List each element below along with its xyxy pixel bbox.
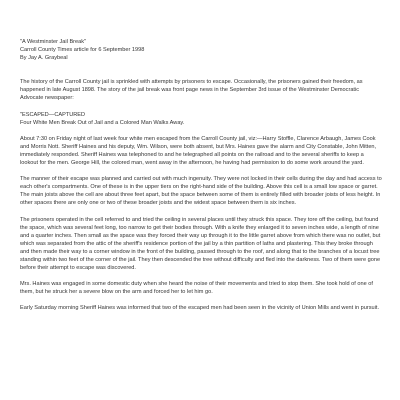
article-header xyxy=(20,0,382,62)
paragraph-ceiling: The prisoners operated in the cell referred to and tried the ceiling in several places until they struck this space. They tore off the ceiling, but found the space, which was several feet long, too narrow to get their bodies through. With a knife they enlarged it to seven inches wide, a length of nine and a quarter inches. Then small as the space was they forced their way up through it to the little garret above from which there was no outlet, but which was separated from the attic of the sheriff's residence portion of the jail by a thin partition of laths and plastering. This they broke through and then made their way to a corner window in the front of the building, passed through to the roof, and along that to the branches of a locust tree standing within two feet of the corner of the jail. They then descended the tree without difficulty and fled into the darkness. Two of them were gone before their attempt to escape was discovered. xyxy=(20,216,381,272)
paragraph-pursuit-partial: Early Saturday morning Sheriff Haines was informed that two of the escaped men had been seen in the vicinity of Union Mills and went in pursuit. xyxy=(20,305,380,312)
paragraph-escape: About 7:30 on Friday night of last week four white men escaped from the Carroll County jail, viz:—Harry Stoffle, Clarence Arbaugh, James Cook and Morris Nott. Sheriff Haines and his deputy, Wm. Wilson, were both absent, but Mrs. Haines gave the alarm and City Constable, John Mitten, immediately responded. Sheriff Haines was telephoned to and he telegraphed all points on the railroad and to the several sheriffs to keep a lookout for the men. George Hill, the colored man, went away in the afternoon, he having had permission to do some work around the yard. xyxy=(20,135,377,167)
paragraph-manner: The manner of their escape was planned and carried out with much ingenuity. They were not locked in their cells during the day and had access to each other's compartments. One of these is in the upper tiers on the right-hand side of the building. Above this cell is a small low space or garret. The main joists above the cell are about three feet apart, but the space between some of them is entirely filled with broader joists of less height. In other spaces there are only one or two of these broader joists and the widest space between them is six inches. xyxy=(20,176,382,207)
spacer xyxy=(20,62,382,78)
paragraph-mrs-haines: Mrs. Haines was engaged in some domestic duty when she heard the noise of their movements and tried to stop them. She took hold of one of them, but he struck her a severe blow on the arm and forced her to let him go. xyxy=(20,281,373,296)
article-body xyxy=(20,0,382,312)
newspaper-headline-block xyxy=(20,111,382,127)
newspaper-headline: "ESCAPED—CAPTURED xyxy=(20,111,86,118)
spacer xyxy=(20,103,382,111)
intro-paragraph: The history of the Carroll County jail is sprinkled with attempts by prisoners to escape. Occasionally, the prisoners gained their freedom, as happened in late August 1898. The story of the jail break was front page news in the September 3rd issue of the Westminster Democratic Advocate newspaper: xyxy=(20,79,363,102)
spacer xyxy=(20,272,382,280)
newspaper-subheadline: Four White Men Break Out of Jail and a Colored Man Walks Away. xyxy=(20,119,185,126)
author-byline: By Jay A. Graybeal xyxy=(20,55,68,62)
publication-line: Carroll County Times article for 6 September 1998 xyxy=(20,47,145,54)
spacer xyxy=(20,127,382,135)
spacer xyxy=(20,296,382,304)
spacer xyxy=(20,167,382,175)
article-title: "A Westminster Jail Break" xyxy=(20,39,87,45)
spacer xyxy=(20,208,382,216)
document-page xyxy=(20,0,382,400)
